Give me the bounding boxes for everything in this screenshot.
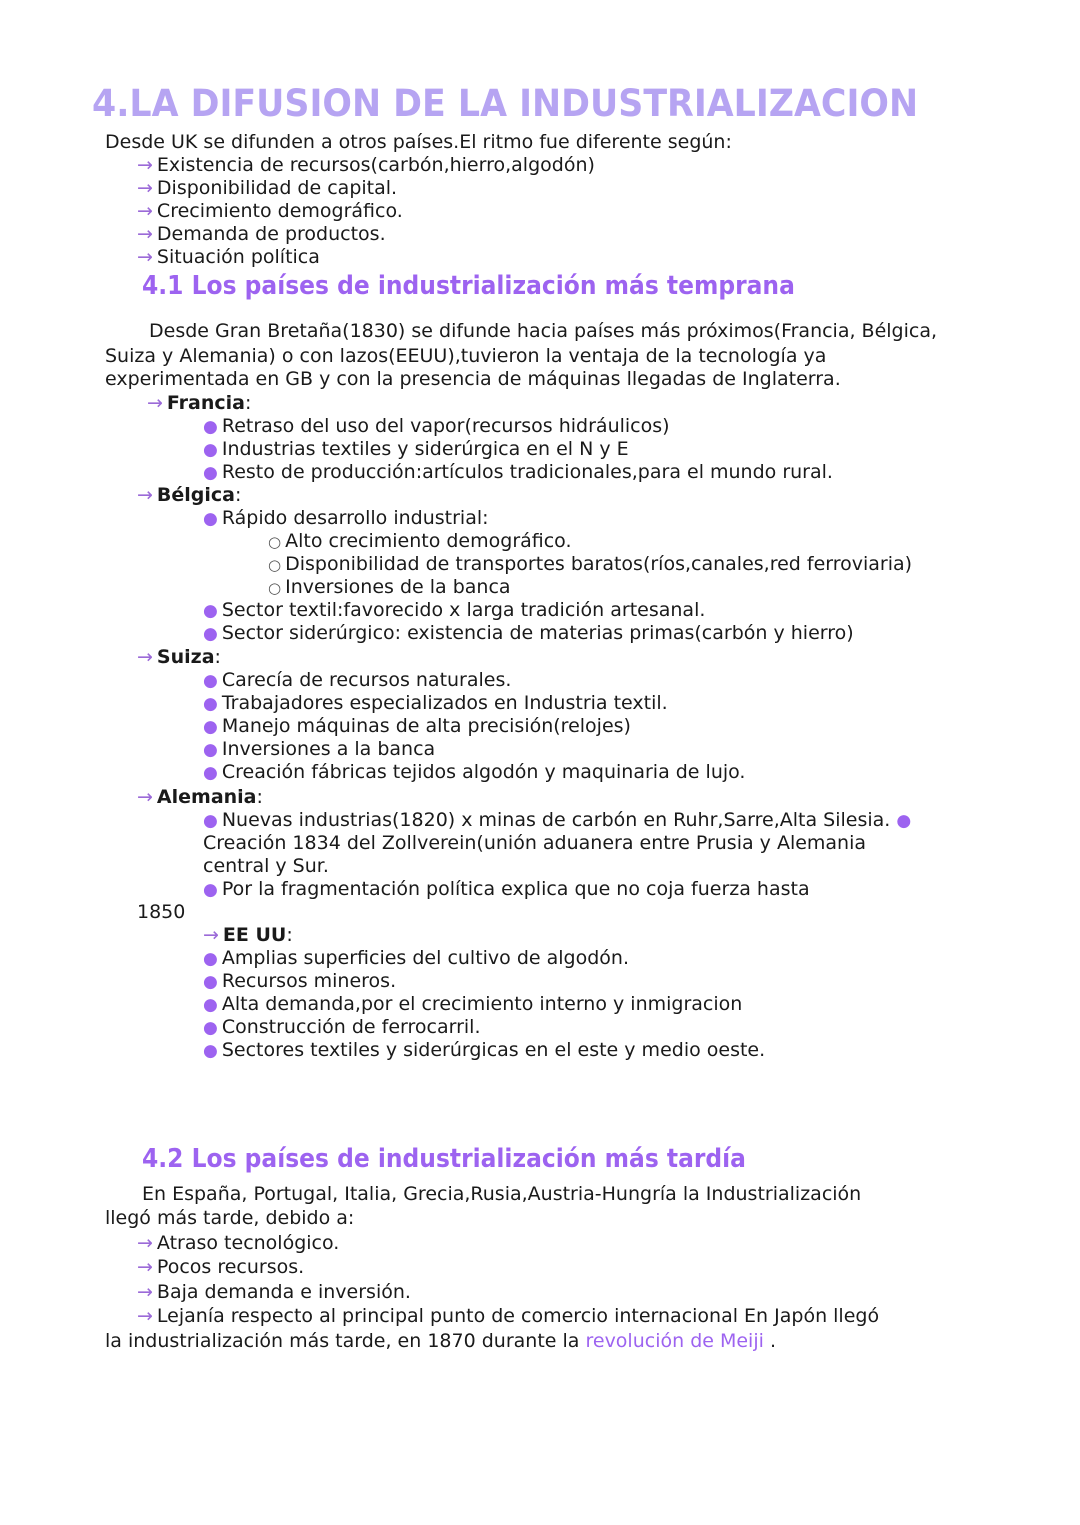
- factor-text: Disponibilidad de capital.: [156, 177, 398, 199]
- list-item: [203, 809, 915, 833]
- list-item-text: Sector siderúrgico: existencia de materias primas(carbón y hierro): [221, 622, 854, 644]
- list-item-text: Carecía de recursos naturales.: [221, 669, 512, 691]
- list-item: [203, 599, 705, 623]
- arrow-icon: →: [137, 246, 153, 268]
- sub-list-item: [268, 576, 511, 600]
- circle-bullet-icon: ○: [268, 533, 282, 551]
- country-eeuu: → EE UU:: [203, 924, 293, 946]
- arrow-icon: →: [137, 1305, 153, 1327]
- list-item: [203, 738, 435, 762]
- sub-list-item: [268, 530, 572, 554]
- paragraph-line: Desde Gran Bretaña(1830) se difunde hacia países más próximos(Francia, Bélgica,: [149, 320, 938, 342]
- arrow-icon: →: [137, 646, 153, 668]
- bullet-icon: ●: [203, 417, 218, 437]
- list-item: [203, 970, 396, 994]
- list-item-text: Inversiones a la banca: [221, 738, 436, 760]
- list-item: [203, 415, 670, 439]
- bullet-icon: ●: [203, 763, 218, 783]
- country-label: Suiza: [156, 646, 215, 668]
- reason-text: Lejanía respecto al principal punto de comercio internacional En Japón llegó: [156, 1305, 880, 1327]
- section-heading-4-2: 4.2 Los países de industrialización más tardía: [142, 1144, 746, 1174]
- bullet-icon: ●: [203, 880, 218, 900]
- bullet-icon: ●: [203, 624, 218, 644]
- country-alemania: → Alemania:: [137, 786, 263, 808]
- country-label: EE UU: [222, 924, 287, 946]
- list-item-text: Creación fábricas tejidos algodón y maquinaria de lujo.: [221, 761, 746, 783]
- bullet-icon: ●: [203, 1041, 218, 1061]
- paragraph-line: En España, Portugal, Italia, Grecia,Rusia,Austria-Hungría la Industrialización: [142, 1183, 862, 1205]
- list-item-text: Sectores textiles y siderúrgicas en el este y medio oeste.: [221, 1039, 766, 1061]
- country-label: Alemania: [156, 786, 257, 808]
- arrow-icon: →: [137, 154, 153, 176]
- factor-item: [137, 154, 595, 177]
- list-item: [203, 947, 629, 971]
- circle-bullet-icon: ○: [268, 556, 282, 574]
- arrow-icon: →: [147, 392, 163, 414]
- page-title: 4.LA DIFUSION DE LA INDUSTRIALIZACION: [92, 82, 919, 125]
- reason-item: [137, 1281, 411, 1304]
- bullet-icon: ●: [203, 440, 218, 460]
- list-item-text: Construcción de ferrocarril.: [221, 1016, 481, 1038]
- list-item-text: Trabajadores especializados en Industria textil.: [221, 692, 668, 714]
- bullet-icon: ●: [203, 694, 218, 714]
- list-item: [203, 461, 833, 485]
- factor-text: Demanda de productos.: [156, 223, 386, 245]
- arrow-icon: →: [137, 1232, 153, 1254]
- paragraph-text: la industrialización más tarde, en 1870 durante la: [105, 1330, 580, 1352]
- arrow-icon: →: [203, 924, 219, 946]
- bullet-icon: ●: [203, 717, 218, 737]
- list-item-text: Recursos mineros.: [221, 970, 397, 992]
- arrow-icon: →: [137, 223, 153, 245]
- bullet-icon: ●: [896, 811, 912, 831]
- list-item-text: Alto crecimiento demográfico.: [285, 530, 572, 552]
- bullet-icon: ●: [203, 811, 218, 831]
- reason-item: [137, 1305, 879, 1328]
- factor-item: [137, 200, 403, 223]
- country-label: Bélgica: [156, 484, 235, 506]
- arrow-icon: →: [137, 177, 153, 199]
- bullet-icon: ●: [203, 949, 218, 969]
- paragraph-line: llegó más tarde, debido a:: [105, 1207, 355, 1229]
- list-item: [203, 622, 854, 646]
- list-item-continuation: Creación 1834 del Zollverein(unión aduanera entre Prusia y Alemania: [203, 832, 867, 854]
- arrow-icon: →: [137, 200, 153, 222]
- factor-text: Situación política: [156, 246, 320, 268]
- list-item-text: Inversiones de la banca: [285, 576, 511, 598]
- paragraph-line: Suiza y Alemania) o con lazos(EEUU),tuvieron la ventaja de la tecnología ya: [105, 345, 827, 367]
- factor-text: Crecimiento demográfico.: [156, 200, 403, 222]
- list-item: [203, 507, 489, 531]
- paragraph-line: experimentada en GB y con la presencia de máquinas llegadas de Inglaterra.: [105, 368, 841, 390]
- list-item: [203, 669, 511, 693]
- list-item: [203, 1016, 481, 1040]
- bullet-icon: ●: [203, 972, 218, 992]
- list-item-text: Alta demanda,por el crecimiento interno y inmigracion: [221, 993, 743, 1015]
- country-label: Francia: [166, 392, 245, 414]
- list-item-text: Resto de producción:artículos tradicionales,para el mundo rural.: [221, 461, 833, 483]
- reason-item: [137, 1256, 304, 1279]
- list-item-text: Por la fragmentación política explica que no coja fuerza hasta: [221, 878, 810, 900]
- arrow-icon: →: [137, 1256, 153, 1278]
- bullet-icon: ●: [203, 995, 218, 1015]
- reason-text: Atraso tecnológico.: [156, 1232, 340, 1254]
- factor-item: [137, 223, 386, 246]
- section-heading-4-1: 4.1 Los países de industrialización más temprana: [142, 271, 795, 301]
- country-francia: → Francia:: [147, 392, 252, 414]
- paragraph-line: [105, 1330, 776, 1353]
- country-suiza: → Suiza:: [137, 646, 221, 668]
- reason-text: Baja demanda e inversión.: [156, 1281, 411, 1303]
- intro-text: Desde UK se difunden a otros países.El ritmo fue diferente según:: [105, 131, 732, 153]
- factor-text: Existencia de recursos(carbón,hierro,algodón): [156, 154, 595, 176]
- list-item-continuation: 1850: [137, 901, 186, 923]
- bullet-icon: ●: [203, 740, 218, 760]
- list-item: [203, 1039, 765, 1063]
- list-item-text: Disponibilidad de transportes baratos(ríos,canales,red ferroviaria): [285, 553, 913, 575]
- arrow-icon: →: [137, 484, 153, 506]
- list-item-text: Retraso del uso del vapor(recursos hidráulicos): [221, 415, 670, 437]
- list-item: [203, 878, 810, 902]
- list-item: [203, 438, 629, 462]
- reason-item: [137, 1232, 339, 1255]
- list-item-text: Sector textil:favorecido x larga tradición artesanal.: [221, 599, 706, 621]
- list-item: [203, 715, 631, 739]
- list-item-text: Rápido desarrollo industrial:: [221, 507, 489, 529]
- list-item-text: Industrias textiles y siderúrgica en el N y E: [221, 438, 629, 460]
- country-belgica: → Bélgica:: [137, 484, 242, 506]
- bullet-icon: ●: [203, 509, 218, 529]
- list-item: [203, 692, 668, 716]
- meiji-link[interactable]: revolución de Meiji: [585, 1330, 764, 1352]
- list-item-text: Nuevas industrias(1820) x minas de carbón en Ruhr,Sarre,Alta Silesia.: [221, 809, 891, 831]
- list-item-continuation: central y Sur.: [203, 855, 329, 877]
- bullet-icon: ●: [203, 463, 218, 483]
- bullet-icon: ●: [203, 601, 218, 621]
- factor-item: [137, 246, 320, 269]
- paragraph-end: .: [769, 1330, 776, 1352]
- list-item-text: Manejo máquinas de alta precisión(relojes): [221, 715, 631, 737]
- circle-bullet-icon: ○: [268, 579, 282, 597]
- arrow-icon: →: [137, 786, 153, 808]
- bullet-icon: ●: [203, 671, 218, 691]
- arrow-icon: →: [137, 1281, 153, 1303]
- list-item: [203, 993, 742, 1017]
- reason-text: Pocos recursos.: [156, 1256, 305, 1278]
- list-item-text: Amplias superficies del cultivo de algodón.: [221, 947, 630, 969]
- bullet-icon: ●: [203, 1018, 218, 1038]
- factor-item: [137, 177, 397, 200]
- sub-list-item: [268, 553, 912, 577]
- list-item: [203, 761, 745, 785]
